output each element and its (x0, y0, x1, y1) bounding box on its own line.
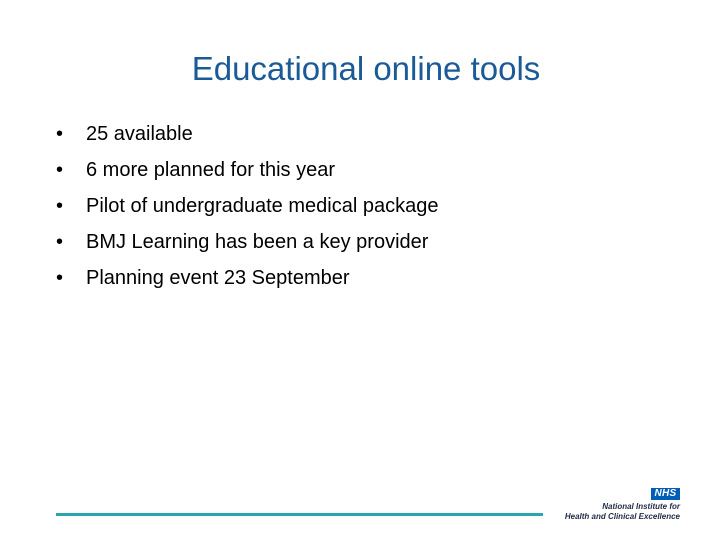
bullet-list (56, 116, 676, 296)
bullet-dot-icon: • (56, 195, 64, 217)
bullet-text: 6 more planned for this year (86, 159, 336, 181)
bullet-item (56, 260, 676, 296)
bullet-dot-icon: • (56, 123, 64, 145)
bullet-item (56, 116, 676, 152)
bullet-item (56, 188, 676, 224)
footer-divider (56, 513, 543, 516)
bullet-item (56, 152, 676, 188)
nice-logo (563, 488, 683, 524)
bullet-text: Pilot of undergraduate medical package (86, 195, 439, 217)
logo-org-line-1: National Institute for (602, 502, 680, 511)
bullet-text: Planning event 23 September (86, 267, 350, 289)
logo-org-line-2: Health and Clinical Excellence (564, 512, 680, 521)
bullet-dot-icon: • (56, 231, 64, 253)
bullet-dot-icon: • (56, 267, 64, 289)
slide-title: Educational online tools (191, 50, 541, 87)
nhs-logo-badge: NHS (651, 488, 680, 500)
bullet-item (56, 224, 676, 260)
bullet-text: 25 available (86, 123, 193, 145)
bullet-text: BMJ Learning has been a key provider (86, 231, 429, 253)
bullet-dot-icon: • (56, 159, 64, 181)
